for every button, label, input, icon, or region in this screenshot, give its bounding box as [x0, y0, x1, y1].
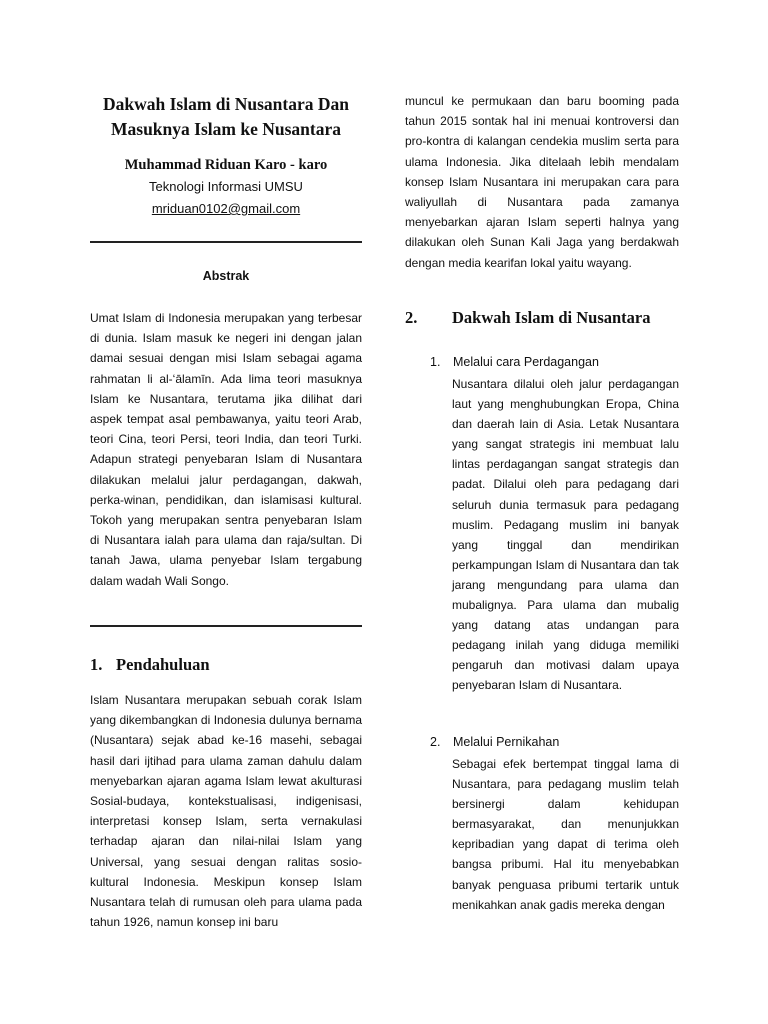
subsection-heading-pernikahan	[430, 735, 559, 749]
section-1-continued-text: muncul ke permukaan dan baru booming pada tahun 2015 sontak hal ini menuai kontroversi dan pro-kontra di kalangan cendekia muslim serta para ulama Indonesia. Jika ditelaah lebih mendalam konsep Islam Nusantara ini merupakan cara para waliyullah di Nusantara pada zamanya menyebarkan ajaran Islam seperti halnya yang dilakukan oleh Sunan Kali Jaga yang berdakwah dengan media kearifan lokal yaitu wayang.	[405, 94, 679, 270]
subsection-heading-perdagangan	[430, 355, 599, 369]
abstract-heading: Abstrak	[202, 269, 250, 283]
section-title: Pendahuluan	[116, 655, 210, 674]
author-email[interactable]: mriduan0102@gmail.com	[151, 201, 301, 216]
section-title: Dakwah Islam di Nusantara	[452, 308, 651, 327]
section-number: 2.	[405, 308, 418, 327]
subsection-text-perdagangan: Nusantara dilalui oleh jalur perdagangan laut yang menghubungkan Eropa, China dan daerah lain di Asia. Letak Nusantara yang sangat strategis ini membuat lalu lintas perdagangan sangat strategis dan padat. Dilalui oleh para pedagang dari seluruh dunia termasuk para pedagang muslim. Pedagang muslim ini banyak yang tinggal dan mendirikan perkampungan Islam di Nusantara dan tak jarang mengundang para ulama dan mubalignya. Para ulama dan mubalig yang datang atas undangan para pedagang inilah yang diduga memiliki pengaruh dan motivasi dalam upaya penyebaran Islam di Nusantara.	[452, 377, 679, 693]
section-1-text: Islam Nusantara merupakan sebuah corak Islam yang dikembangkan di Indonesia dulunya bernama (Nusantara) sejak abad ke-16 masehi, sebagai hasil dari ijtihad para ulama zaman dahulu dalam menyebarkan ajaran agama Islam lewat akulturasi Sosial-budaya, kontekstualisasi, indigenisasi, interpretasi konsep Islam, serta vernakulasi terhadap ajaran dan nilai-nilai Islam yang Universal, yang sesuai dengan ralitas sosio-kultural Indonesia. Meskipun konsep Islam Nusantara telah di rumusan oleh para ulama pada tahun 1926, namun konsep ini baru	[90, 693, 362, 930]
paper-title: Dakwah Islam di Nusantara Dan Masuknya Islam ke Nusantara	[102, 94, 350, 139]
abstract-top-divider	[90, 241, 362, 243]
subsection-title: Melalui Pernikahan	[453, 735, 560, 749]
subsection-number: 1.	[430, 355, 441, 369]
author-affiliation: Teknologi Informasi UMSU	[149, 179, 303, 194]
author-name: Muhammad Riduan Karo - karo	[124, 157, 328, 173]
abstract-bottom-divider	[90, 625, 362, 627]
subsection-text-pernikahan: Sebagai efek bertempat tinggal lama di Nusantara, para pedagang muslim telah bersinergi dalam kehidupan bermasyarakat, dan menunjukkan kepribadian yang dapat di terima oleh bangsa pribumi. Hal itu menyebabkan banyak penguasa pribumi tertarik untuk menikahkan anak gadis mereka dengan	[452, 757, 679, 912]
subsection-title: Melalui cara Perdagangan	[453, 355, 599, 369]
section-heading-pendahuluan	[90, 655, 210, 675]
abstract-text: Umat Islam di Indonesia merupakan yang terbesar di dunia. Islam masuk ke negeri ini dengan jalan damai sesuai dengan misi Islam sebagai agama rahmatan li al-‘ālamīn. Ada lima teori masuknya Islam ke Nusantara, terutama jika dilihat dari aspek tempat asal pembawanya, yaitu teori Arab, teori Cina, teori Persi, teori India, dan teori Turki. Adapun strategi penyebaran Islam di Nusantara dilakukan melalui jalur perdagangan, dakwah, perka-winan, pendidikan, dan islamisasi kultural. Tokoh yang merupakan sentra penyebaran Islam di Nusantara ialah para ulama dan raja/sultan. Di tanah Jawa, ulama penyebar Islam tergabung dalam wadah Wali Songo.	[90, 311, 362, 588]
section-heading-dakwah	[405, 308, 651, 328]
section-number: 1.	[90, 655, 103, 674]
subsection-number: 2.	[430, 735, 441, 749]
